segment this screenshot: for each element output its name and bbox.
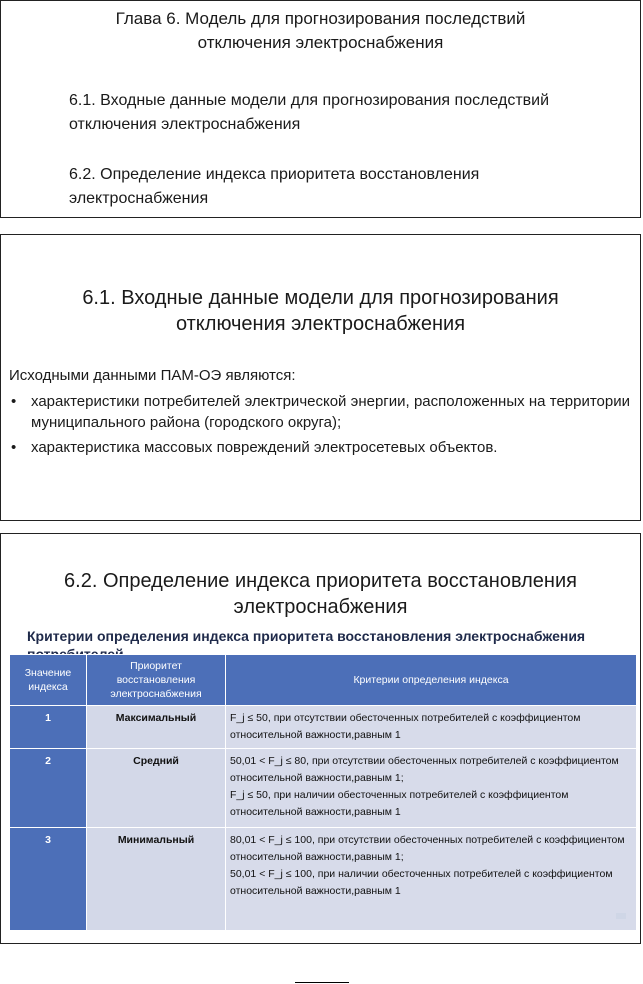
cell-index: 2	[10, 749, 87, 828]
cell-criteria	[226, 828, 637, 931]
slide2-bullet-2	[9, 437, 630, 458]
cell-priority: Минимальный	[87, 828, 226, 931]
slide3-title-line-2: электроснабжения	[233, 596, 408, 618]
slide2-title-line-2: отключения электроснабжения	[175, 313, 466, 335]
slide-chapter-6	[0, 0, 641, 218]
bullet-dot-icon: •	[11, 439, 17, 456]
slide-number-mark	[616, 913, 626, 919]
slide-priority-index	[0, 533, 641, 944]
cell-criteria	[226, 706, 637, 749]
table-row	[10, 749, 637, 828]
cell-criteria	[226, 749, 637, 828]
header-index-value: Значение индекса	[10, 655, 87, 706]
header-criteria: Критерии определения индекса	[226, 655, 637, 706]
section-6-1-line-2: отключения электроснабжения	[69, 116, 301, 133]
criteria-line: 50,01 < F_j ≤ 80, при отсутствии обесточенных потребителей с коэффициентом относительной важности,равным 1;	[230, 755, 619, 784]
criteria-line: 80,01 < F_j ≤ 100, при отсутствии обесточенных потребителей с коэффициентом относительной важности,равным 1;	[230, 834, 625, 863]
table-row	[10, 706, 637, 749]
table-header-row	[10, 655, 637, 706]
cell-priority: Средний	[87, 749, 226, 828]
slide2-bullet-2-text: характеристика массовых повреждений электросетевых объектов.	[31, 439, 498, 456]
section-6-1-line-1: 6.1. Входные данные модели для прогнозирования последствий	[69, 92, 550, 109]
priority-criteria-table	[9, 654, 637, 931]
chapter-title-line-2: отключения электроснабжения	[197, 33, 444, 52]
header-priority: Приоритет восстановления электроснабжения	[87, 655, 226, 706]
table-caption: Критерии определения индекса приоритета восстановления электроснабжения	[27, 628, 586, 644]
cell-priority: Максимальный	[87, 706, 226, 749]
slide2-intro: Исходными данными ПАМ-ОЭ являются:	[9, 367, 296, 384]
section-6-2-line-2: электроснабжения	[69, 190, 209, 207]
criteria-line: F_j ≤ 50, при отсутствии обесточенных потребителей с коэффициентом относительной важности,равным 1	[230, 712, 581, 741]
slide2-bullet-1-text: характеристики потребителей электрической энергии, расположенных на территории муниципального района (городского округа);	[31, 393, 630, 431]
section-6-1-item	[69, 89, 609, 137]
section-6-2-line-1: 6.2. Определение индекса приоритета восстановления	[69, 166, 480, 183]
cell-index: 3	[10, 828, 87, 931]
footnote-separator	[295, 982, 349, 983]
table-row	[10, 828, 637, 931]
bullet-dot-icon: •	[11, 393, 17, 410]
cell-index: 1	[10, 706, 87, 749]
criteria-line: F_j ≤ 50, при наличии обесточенных потребителей с коэффициентом относительной важности,равным 1	[230, 789, 569, 818]
slide-input-data	[0, 234, 641, 521]
slide2-bullet-1	[9, 391, 630, 433]
section-6-2-item	[69, 163, 609, 211]
criteria-line: 50,01 < F_j ≤ 100, при наличии обесточенных потребителей с коэффициентом относительной важности,равным 1	[230, 868, 613, 897]
chapter-title-line-1: Глава 6. Модель для прогнозирования последствий	[115, 9, 526, 28]
slide3-title-line-1: 6.2. Определение индекса приоритета восстановления	[64, 570, 577, 592]
slide2-title-line-1: 6.1. Входные данные модели для прогнозирования	[82, 287, 559, 309]
